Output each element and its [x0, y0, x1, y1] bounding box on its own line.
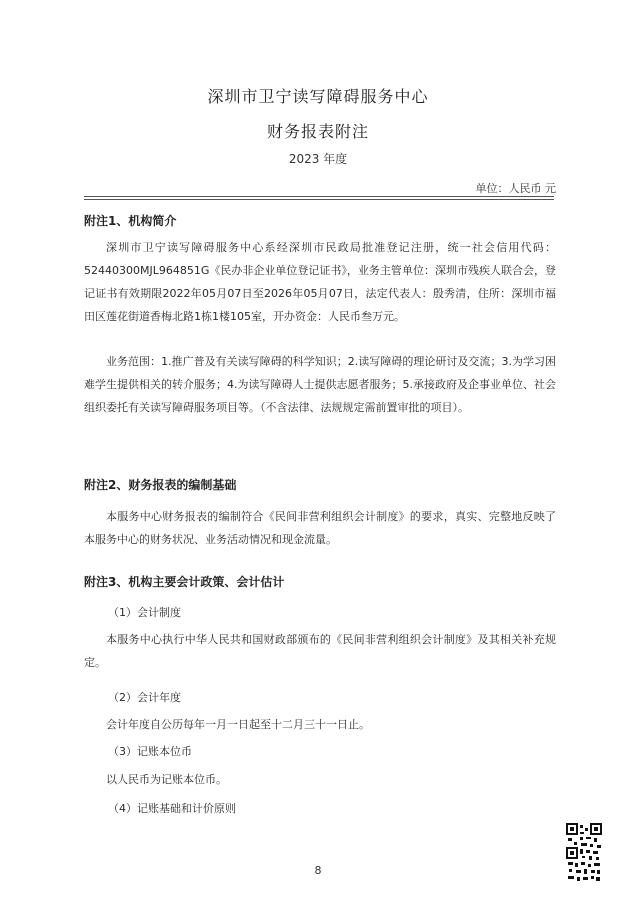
section-1-paragraph-2: 业务范围：1.推广普及有关读写障碍的科学知识；2.读写障碍的理论研讨及交流；3.为学习困难学生提供相关的转介服务；4.为读写障碍人士提供志愿者服务；5.承接政府及企事业单位、社会组织委托有关读写障碍服务项目等。（不含法律、法规规定需前置审批的项目）。 [84, 355, 556, 414]
header-rule-bottom [84, 199, 554, 200]
accounting-system-text: 本服务中心执行中华人民共和国财政部颁布的《民间非营利组织会计制度》及其相关补充规定。 [84, 633, 556, 669]
report-year: 2023 年度 [288, 152, 348, 166]
org-title: 深圳市卫宁读写障碍服务中心 [207, 87, 429, 106]
subheading-currency: （3）记账本位币 [108, 745, 192, 758]
report-title: 财务报表附注 [266, 122, 369, 141]
currency-text: 以人民币为记账本位币。 [106, 773, 227, 786]
currency-unit: 单位：人民币 元 [475, 182, 556, 195]
section-heading-1: 附注1、机构简介 [84, 214, 177, 228]
subheading-accounting-basis: （4）记账基础和计价原则 [108, 802, 236, 815]
fiscal-year-text: 会计年度自公历每年一月一日起至十二月三十一日止。 [106, 718, 370, 731]
page-number: 8 [314, 864, 322, 877]
section-1-paragraph-1: 深圳市卫宁读写障碍服务中心系经深圳市民政局批准登记注册，统一社会信用代码：52440300MJL964851G《民办非企业单位登记证书》，业务主管单位：深圳市残疾人联合会，登记证书有效期限2022年05月07日至2026年05月07日，法定代表人：殷秀清，住所：深圳市福田区莲花街道香梅北路1栋1楼105室，开办资金：人民币叁万元。 [84, 241, 556, 323]
section-heading-3: 附注3、机构主要会计政策、会计估计 [84, 575, 285, 589]
section-2-paragraph-1: 本服务中心财务报表的编制符合《民间非营利组织会计制度》的要求，真实、完整地反映了本服务中心的财务状况、业务活动情况和现金流量。 [84, 510, 556, 546]
section-heading-2: 附注2、财务报表的编制基础 [84, 478, 237, 492]
subheading-accounting-system: （1）会计制度 [108, 606, 181, 619]
header-rule-top [84, 196, 554, 197]
subheading-fiscal-year: （2）会计年度 [108, 691, 181, 704]
